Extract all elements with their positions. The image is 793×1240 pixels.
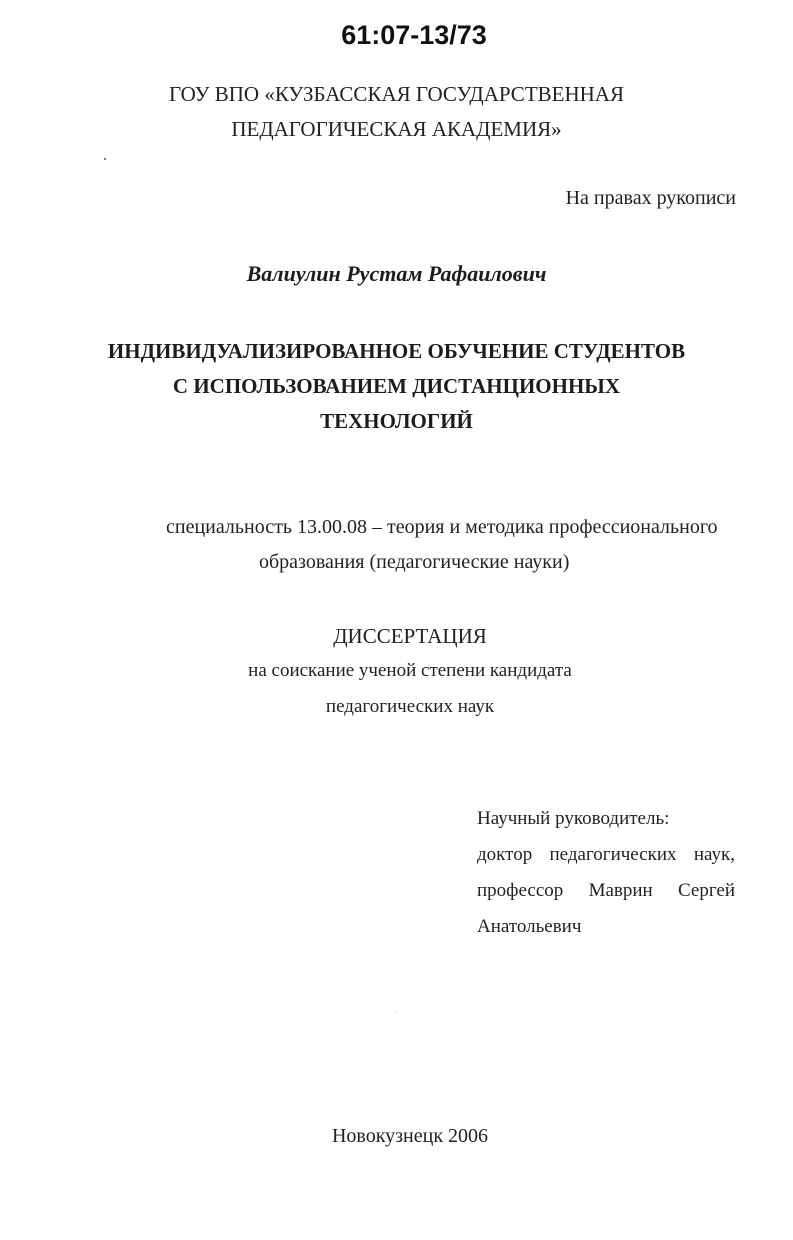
supervisor-patronymic: Анатольевич	[477, 916, 582, 937]
supervisor-label: Научный руководитель:	[477, 808, 670, 829]
supervisor-degree-word: доктор	[477, 844, 533, 865]
title-line-3: ТЕХНОЛОГИЙ	[320, 409, 473, 433]
work-type-heading: ДИССЕРТАЦИЯ	[333, 624, 487, 648]
supervisor-rank-name	[477, 873, 735, 909]
supervisor-block	[477, 801, 735, 945]
scan-speck	[104, 158, 106, 160]
supervisor-degree-word: педагогических	[549, 844, 677, 865]
supervisor-rank: профессор	[477, 880, 564, 901]
supervisor-degree-word: наук,	[693, 844, 735, 865]
supervisor-first-name: Сергей	[678, 880, 735, 901]
title-line-1: ИНДИВИДУАЛИЗИРОВАННОЕ ОБУЧЕНИЕ СТУДЕНТОВ	[107, 339, 686, 363]
dissertation-title	[0, 334, 793, 439]
author-name: Валиулин Рустам Рафаилович	[246, 261, 547, 286]
degree-line-2: педагогических наук	[325, 696, 495, 717]
title-line-2: С ИСПОЛЬЗОВАНИЕМ ДИСТАНЦИОННЫХ	[172, 374, 621, 398]
specialty-line-1: специальность 13.00.08 – теория и методика профессионального	[166, 516, 718, 538]
archive-stamp-code: 61:07-13/73	[341, 20, 487, 50]
organization-line-1: ГОУ ВПО «КУЗБАССКАЯ ГОСУДАРСТВЕННАЯ	[169, 82, 624, 106]
supervisor-surname: Маврин	[588, 880, 653, 901]
organization-line-2: ПЕДАГОГИЧЕСКАЯ АКАДЕМИЯ»	[231, 117, 562, 141]
scan-speck	[395, 1011, 396, 1012]
supervisor-degree	[477, 837, 735, 873]
specialty-line-2: образования (педагогические науки)	[259, 551, 570, 573]
degree-line-1: на соискание ученой степени кандидата	[248, 660, 572, 681]
city-and-year: Новокузнецк 2006	[331, 1125, 489, 1147]
manuscript-rights-note: На правах рукописи	[565, 187, 736, 209]
